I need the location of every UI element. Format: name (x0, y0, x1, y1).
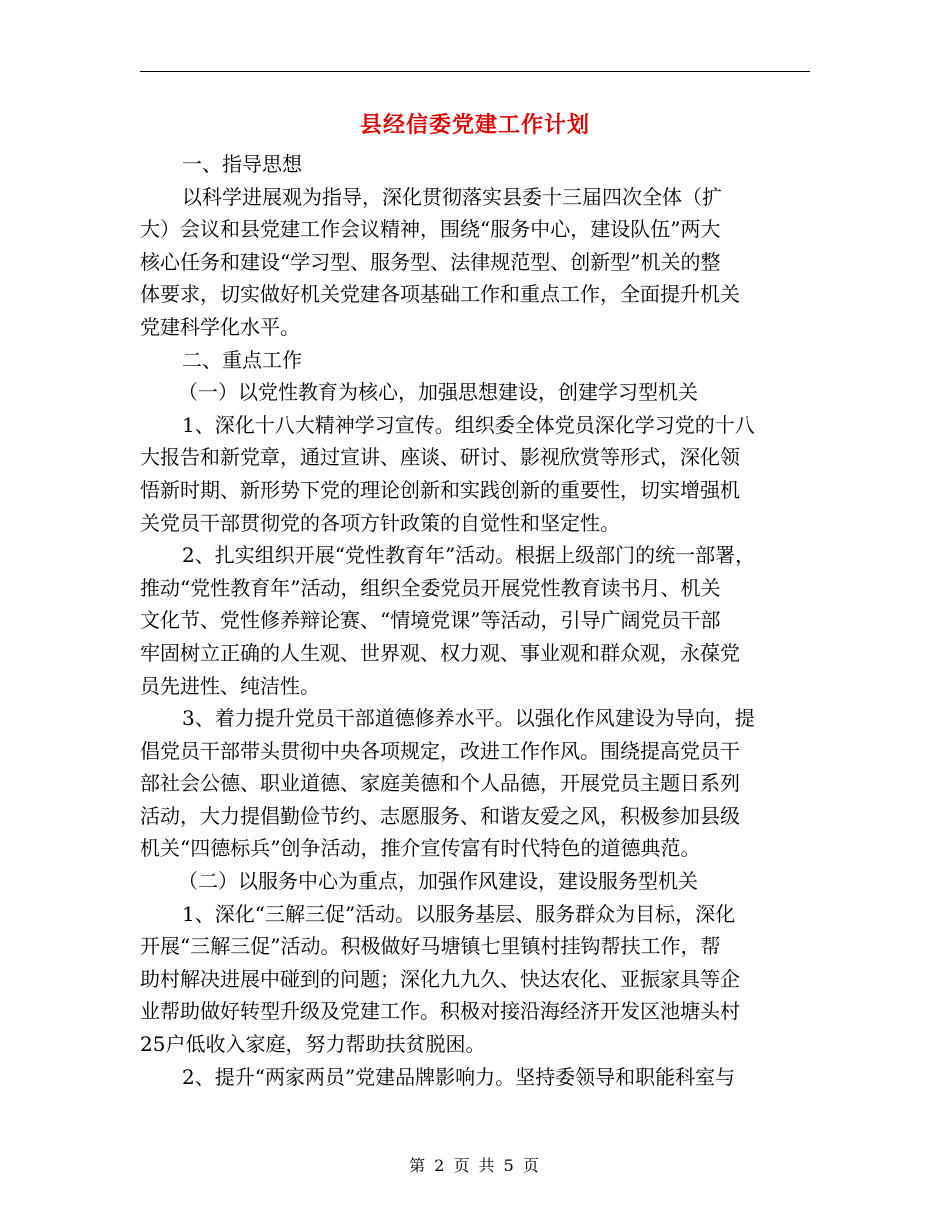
body-line: 25户低收入家庭，努力帮助扶贫脱困。 (140, 1032, 486, 1057)
body-line: 关党员干部贯彻党的各项方针政策的自觉性和坚定性。 (140, 510, 620, 535)
body-line: 倡党员干部带头贯彻中央各项规定，改进工作作风。围绕提高党员干 (140, 738, 740, 763)
body-line: 2、扎实组织开展“党性教育年”活动。根据上级部门的统一部署， (182, 543, 756, 568)
header-rule (140, 71, 810, 72)
body-line: 推动“党性教育年”活动，组织全委党员开展党性教育读书月、机关 (140, 575, 721, 600)
body-line: （一）以党性教育为核心，加强思想建设，创建学习型机关 (178, 380, 698, 405)
body-line: 体要求，切实做好机关党建各项基础工作和重点工作，全面提升机关 (140, 282, 740, 307)
body-line: 核心任务和建设“学习型、服务型、法律规范型、创新型”机关的整 (140, 249, 721, 274)
body-line: 以科学进展观为指导，深化贯彻落实县委十三届四次全体（扩 (182, 184, 722, 209)
document-title: 县经信委党建工作计划 (359, 112, 590, 138)
body-line: 1、深化“三解三促”活动。以服务基层、服务群众为目标，深化 (182, 901, 736, 926)
body-line: 2、提升“两家两员”党建品牌影响力。坚持委领导和职能科室与 (182, 1064, 736, 1089)
body-line: 大）会议和县党建工作会议精神，围绕“服务中心，建设队伍”两大 (140, 217, 721, 242)
body-line: 员先进性、纯洁性。 (140, 673, 320, 698)
document-body (140, 148, 812, 1093)
body-line: 一、指导思想 (182, 152, 302, 176)
body-line: 开展“三解三促”活动。积极做好马塘镇七里镇村挂钩帮扶工作，帮 (140, 934, 721, 959)
body-line: 3、着力提升党员干部道德修养水平。以强化作风建设为导向，提 (182, 706, 755, 731)
body-line: 二、重点工作 (182, 347, 302, 372)
body-line: 部社会公德、职业道德、家庭美德和个人品德，开展党员主题日系列 (140, 771, 740, 796)
body-line: 大报告和新党章，通过宣讲、座谈、研讨、影视欣赏等形式，深化领 (140, 445, 740, 470)
body-line: 悟新时期、新形势下党的理论创新和实践创新的重要性，切实增强机 (140, 477, 740, 502)
body-line: 1、深化十八大精神学习宣传。组织委全体党员深化学习党的十八 (182, 412, 755, 437)
page-footer: 第 2 页 共 5 页 (409, 1156, 541, 1175)
body-line: 活动，大力提倡勤俭节约、志愿服务、和谐友爱之风，积极参加县级 (140, 803, 740, 828)
body-line: 文化节、党性修养辩论赛、“情境党课”等活动，引导广阔党员干部 (140, 608, 721, 633)
body-line: 牢固树立正确的人生观、世界观、权力观、事业观和群众观，永葆党 (140, 640, 740, 665)
body-line: 业帮助做好转型升级及党建工作。积极对接沿海经济开发区池塘头村 (140, 999, 740, 1024)
body-line: （二）以服务中心为重点，加强作风建设，建设服务型机关 (178, 869, 698, 894)
body-line: 机关“四德标兵”创争活动，推介宣传富有时代特色的道德典范。 (140, 836, 701, 861)
body-line: 党建科学化水平。 (140, 314, 300, 339)
body-line: 助村解决进展中碰到的问题；深化九九久、快达农化、亚振家具等企 (140, 966, 740, 991)
